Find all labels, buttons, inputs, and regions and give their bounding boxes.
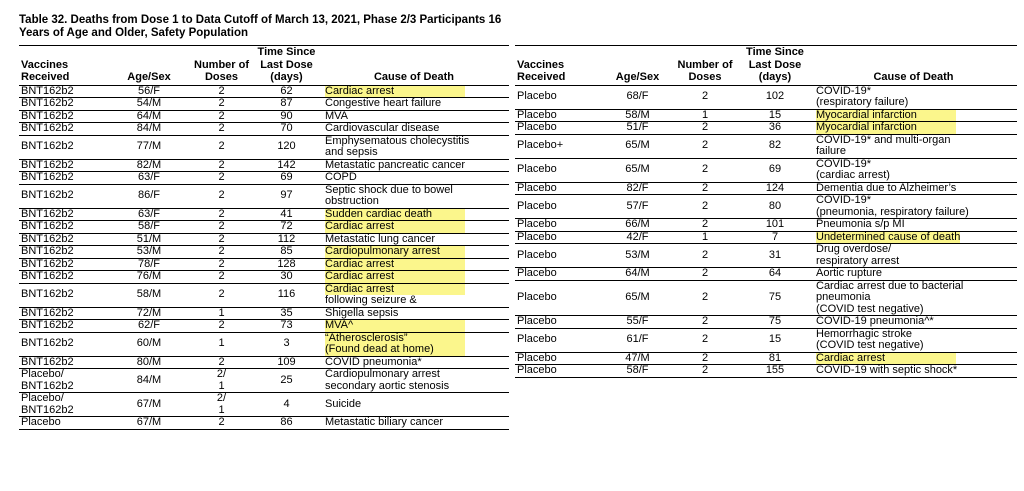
table-row [515,85,1017,109]
col-header-vaccines: Vaccines Received [19,46,109,86]
cell-agesex: 76/M [109,271,189,284]
cell-agesex: 51/F [605,122,670,135]
cell-agesex: 63/F [109,208,189,221]
cell-time: 97 [254,184,319,208]
cell-agesex: 84/M [109,123,189,136]
cell-time: 82 [740,134,810,158]
cell-doses: 2 [670,219,740,232]
cell-doses: 2 [670,244,740,268]
cell-cause: Metastatic lung cancer [319,233,509,246]
cell-cause: Pneumonia s/p MI [810,219,1017,232]
table-row [515,195,1017,219]
cell-agesex: 53/M [109,246,189,259]
cell-time: 15 [740,109,810,122]
cell-vaccine: Placebo [515,328,605,352]
left-deaths-table [19,45,509,430]
cell-vaccine: Placebo+ [515,134,605,158]
table-row [515,231,1017,244]
cell-doses: 2 [670,316,740,329]
cell-vaccine: Placebo [515,316,605,329]
table-row [19,135,509,159]
cell-agesex: 64/M [605,268,670,281]
cell-agesex: 65/M [605,134,670,158]
cell-doses: 2 [670,134,740,158]
cell-cause: COPD [319,172,509,185]
cell-time: 155 [740,365,810,378]
cell-doses: 1 [670,109,740,122]
cell-time: 102 [740,85,810,109]
cell-cause: COVID-19* (respiratory failure) [810,85,1017,109]
cell-time: 64 [740,268,810,281]
cell-cause: Dementia due to Alzheimer’s [810,182,1017,195]
cell-cause: Shigella sepsis [319,307,509,320]
cell-agesex: 61/F [605,328,670,352]
col-header-time: Time Since Last Dose (days) [740,46,810,86]
col-header-doses: Number of Doses [670,46,740,86]
table-row [515,268,1017,281]
cell-agesex: 77/M [109,135,189,159]
cell-time: 120 [254,135,319,159]
cell-doses: 2 [189,283,254,307]
table-title: Table 32. Deaths from Dose 1 to Data Cutoff of March 13, 2021, Phase 2/3 Participants 16 Years of Age and Older, Safety Population [19,14,502,39]
cell-doses: 2 [189,172,254,185]
cell-vaccine: BNT162b2 [19,85,109,98]
table-row [515,122,1017,135]
table-row [19,246,509,259]
cell-agesex: 67/M [109,417,189,430]
cell-vaccine: BNT162b2 [19,110,109,123]
cell-time: 101 [740,219,810,232]
table-row [19,233,509,246]
cell-cause: Cardiopulmonary arrest [319,246,509,259]
cell-vaccine: BNT162b2 [19,123,109,136]
cell-doses: 2/ 1 [189,393,254,417]
cell-doses: 2 [189,159,254,172]
cell-vaccine: BNT162b2 [19,184,109,208]
table-row [515,365,1017,378]
table-row [515,352,1017,365]
cell-vaccine: Placebo [515,158,605,182]
cell-time: 7 [740,231,810,244]
cell-time: 3 [254,332,319,356]
cell-doses: 2 [670,195,740,219]
table-row [515,328,1017,352]
col-header-agesex: Age/Sex [605,46,670,86]
cell-cause: MVA^ [319,320,509,333]
cell-doses: 2 [670,365,740,378]
cell-vaccine: BNT162b2 [19,172,109,185]
cell-cause: Cardiac arrest following seizure & [319,283,509,307]
cell-vaccine: Placebo [515,85,605,109]
cell-agesex: 67/M [109,393,189,417]
cell-vaccine: Placebo [515,195,605,219]
cell-agesex: 57/F [605,195,670,219]
cell-vaccine: Placebo [515,268,605,281]
cell-agesex: 64/M [109,110,189,123]
cell-vaccine: BNT162b2 [19,246,109,259]
cell-doses: 2 [670,328,740,352]
cell-vaccine: BNT162b2 [19,320,109,333]
cell-doses: 2 [189,85,254,98]
table-row [19,356,509,369]
cell-agesex: 47/M [605,352,670,365]
cell-agesex: 58/M [605,109,670,122]
cell-time: 75 [740,280,810,316]
col-header-vaccines: Vaccines Received [515,46,605,86]
col-header-cause: Cause of Death [319,46,509,86]
cell-cause: Metastatic biliary cancer [319,417,509,430]
cell-vaccine: Placebo [515,122,605,135]
col-header-time: Time Since Last Dose (days) [254,46,319,86]
table-row [19,184,509,208]
cell-vaccine: BNT162b2 [19,159,109,172]
cell-cause: Metastatic pancreatic cancer [319,159,509,172]
cell-vaccine: Placebo [515,182,605,195]
cell-doses: 2 [670,182,740,195]
col-header-doses: Number of Doses [189,46,254,86]
cell-doses: 2 [670,268,740,281]
cell-cause: Emphysematous cholecystitis and sepsis [319,135,509,159]
cell-agesex: 80/M [109,356,189,369]
table-row [19,110,509,123]
table-row [515,109,1017,122]
cell-time: 35 [254,307,319,320]
cell-time: 75 [740,316,810,329]
cell-agesex: 65/M [605,280,670,316]
cell-agesex: 62/F [109,320,189,333]
table-row [19,221,509,234]
cell-doses: 2 [189,233,254,246]
cell-doses: 2 [670,122,740,135]
cell-cause: COVID-19 with septic shock* [810,365,1017,378]
cell-time: 36 [740,122,810,135]
cell-time: 62 [254,85,319,98]
cell-vaccine: BNT162b2 [19,135,109,159]
cell-agesex: 65/M [605,158,670,182]
cell-vaccine: BNT162b2 [19,332,109,356]
cell-time: 128 [254,258,319,271]
cell-doses: 2 [670,280,740,316]
cell-vaccine: Placebo [515,231,605,244]
cell-agesex: 58/M [109,283,189,307]
cell-time: 41 [254,208,319,221]
table-row [19,283,509,307]
cell-time: 15 [740,328,810,352]
cell-cause: Undetermined cause of death [810,231,1017,244]
cell-cause: Aortic rupture [810,268,1017,281]
table-row [19,417,509,430]
cell-agesex: 72/M [109,307,189,320]
cell-vaccine: BNT162b2 [19,271,109,284]
cell-agesex: 82/M [109,159,189,172]
cell-time: 124 [740,182,810,195]
cell-vaccine: Placebo [19,417,109,430]
table-row [515,134,1017,158]
cell-vaccine: BNT162b2 [19,221,109,234]
cell-cause: COVID-19* and multi-organ failure [810,134,1017,158]
header-row [515,46,1017,86]
cell-cause: Cardiac arrest [319,221,509,234]
cell-time: 109 [254,356,319,369]
cell-doses: 2 [189,135,254,159]
cell-vaccine: BNT162b2 [19,208,109,221]
cell-time: 86 [254,417,319,430]
cell-cause: MVA [319,110,509,123]
cell-vaccine: Placebo [515,219,605,232]
cell-time: 81 [740,352,810,365]
cell-doses: 2 [189,246,254,259]
cell-cause: Drug overdose/ respiratory arrest [810,244,1017,268]
cell-agesex: 68/F [605,85,670,109]
table-row [515,182,1017,195]
cell-cause: Congestive heart failure [319,98,509,111]
cell-time: 4 [254,393,319,417]
cell-cause: COVID-19 pneumonia^* [810,316,1017,329]
table-row [19,123,509,136]
cell-agesex: 54/M [109,98,189,111]
cell-time: 87 [254,98,319,111]
table-row [515,158,1017,182]
table-row [19,332,509,356]
cell-doses: 2 [189,98,254,111]
cell-agesex: 78/F [109,258,189,271]
cell-vaccine: Placebo/ BNT162b2 [19,393,109,417]
table-row [19,159,509,172]
cell-doses: 1 [189,307,254,320]
cell-time: 70 [254,123,319,136]
table-row [515,244,1017,268]
cell-time: 85 [254,246,319,259]
cell-agesex: 56/F [109,85,189,98]
cell-doses: 1 [670,231,740,244]
cell-agesex: 58/F [109,221,189,234]
cell-cause: COVID pneumonia* [319,356,509,369]
cell-cause: COVID-19* (pneumonia, respiratory failure) [810,195,1017,219]
cell-doses: 2/ 1 [189,369,254,393]
cell-agesex: 60/M [109,332,189,356]
cell-time: 31 [740,244,810,268]
cell-time: 72 [254,221,319,234]
right-deaths-table [515,45,1017,378]
cell-doses: 2 [189,271,254,284]
cell-time: 73 [254,320,319,333]
cell-vaccine: Placebo [515,352,605,365]
right-table-body [515,85,1017,377]
cell-agesex: 51/M [109,233,189,246]
header-row [19,46,509,86]
cell-time: 30 [254,271,319,284]
cell-vaccine: BNT162b2 [19,258,109,271]
cell-agesex: 63/F [109,172,189,185]
cell-cause: Cardiac arrest [319,271,509,284]
cell-cause: Hemorrhagic stroke (COVID test negative) [810,328,1017,352]
cell-vaccine: Placebo/ BNT162b2 [19,369,109,393]
cell-doses: 2 [189,221,254,234]
cell-time: 69 [740,158,810,182]
cell-cause: Myocardial infarction [810,122,1017,135]
cell-agesex: 84/M [109,369,189,393]
table-row [19,271,509,284]
cell-vaccine: BNT162b2 [19,98,109,111]
table-row [19,369,509,393]
cell-doses: 2 [189,184,254,208]
cell-agesex: 86/F [109,184,189,208]
table-row [19,258,509,271]
cell-time: 69 [254,172,319,185]
cell-agesex: 55/F [605,316,670,329]
cell-agesex: 58/F [605,365,670,378]
cell-agesex: 82/F [605,182,670,195]
cell-doses: 2 [189,417,254,430]
cell-cause: Cardiovascular disease [319,123,509,136]
cell-cause: Cardiac arrest [810,352,1017,365]
cell-cause: Suicide [319,393,509,417]
cell-cause: Septic shock due to bowel obstruction [319,184,509,208]
cell-cause: COVID-19* (cardiac arrest) [810,158,1017,182]
table-row [515,219,1017,232]
cell-time: 112 [254,233,319,246]
col-header-agesex: Age/Sex [109,46,189,86]
cell-cause: Myocardial infarction [810,109,1017,122]
cell-doses: 2 [670,85,740,109]
cell-cause: Sudden cardiac death [319,208,509,221]
cell-agesex: 66/M [605,219,670,232]
table-row [19,393,509,417]
cell-cause: Cardiopulmonary arrest secondary aortic stenosis [319,369,509,393]
cell-doses: 2 [670,352,740,365]
cell-cause: Cardiac arrest [319,258,509,271]
cell-vaccine: Placebo [515,365,605,378]
cell-doses: 2 [189,110,254,123]
cell-doses: 2 [670,158,740,182]
cell-time: 116 [254,283,319,307]
table-row [19,98,509,111]
cell-vaccine: Placebo [515,280,605,316]
cell-doses: 1 [189,332,254,356]
left-table-body [19,85,509,429]
table-row [19,320,509,333]
table-row [19,172,509,185]
table-row [19,85,509,98]
table-row [19,307,509,320]
cell-doses: 2 [189,356,254,369]
cell-agesex: 53/M [605,244,670,268]
col-header-cause: Cause of Death [810,46,1017,86]
cell-time: 80 [740,195,810,219]
cell-agesex: 42/F [605,231,670,244]
table-row [19,208,509,221]
cell-vaccine: BNT162b2 [19,233,109,246]
table-row [515,280,1017,316]
cell-time: 142 [254,159,319,172]
cell-vaccine: BNT162b2 [19,283,109,307]
cell-cause: Cardiac arrest [319,85,509,98]
cell-cause: “Atherosclerosis” (Found dead at home) [319,332,509,356]
cell-vaccine: Placebo [515,244,605,268]
cell-doses: 2 [189,208,254,221]
cell-doses: 2 [189,123,254,136]
cell-vaccine: BNT162b2 [19,356,109,369]
cell-time: 25 [254,369,319,393]
cell-vaccine: Placebo [515,109,605,122]
cell-vaccine: BNT162b2 [19,307,109,320]
table-row [515,316,1017,329]
cell-time: 90 [254,110,319,123]
cell-cause: Cardiac arrest due to bacterial pneumonia (COVID test negative) [810,280,1017,316]
cell-doses: 2 [189,320,254,333]
cell-doses: 2 [189,258,254,271]
